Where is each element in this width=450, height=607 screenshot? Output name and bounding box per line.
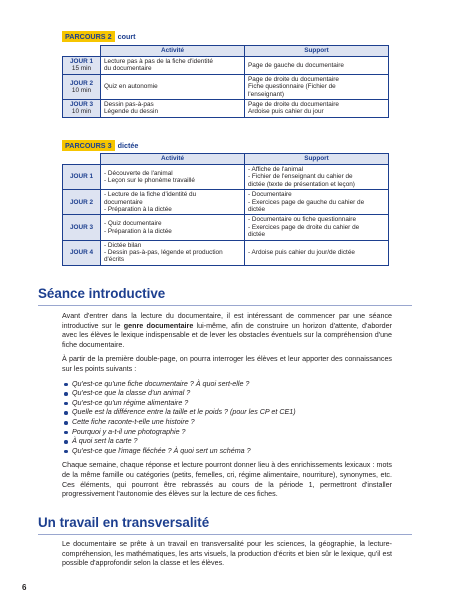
day-cell: JOUR 3 10 min xyxy=(63,100,101,118)
day-cell: JOUR 2 10 min xyxy=(63,74,101,99)
header-activite: Activité xyxy=(101,46,245,57)
table-row xyxy=(63,190,389,215)
activity-cell: Quiz en autonomie xyxy=(101,74,245,99)
support-cell: Page de gauche du documentaire xyxy=(245,57,389,75)
list-item: Qu'est-ce que la classe d'un animal ? xyxy=(62,389,392,399)
section-divider xyxy=(38,534,412,535)
table-row xyxy=(63,74,389,99)
section-title-transversalite: Un travail en transversalité xyxy=(38,515,210,530)
support-cell: - Documentaire ou fiche questionnaire - Exercices page de droite du cahier de dictée xyxy=(245,215,389,240)
day-cell: JOUR 2 xyxy=(63,190,101,215)
parcours-2-label: court xyxy=(117,32,136,41)
support-cell: Page de droite du documentaire Ardoise puis cahier du jour xyxy=(245,100,389,118)
page-number: 6 xyxy=(22,583,27,592)
parcours-2-heading xyxy=(62,31,136,42)
list-item: Qu'est-ce que l'image fléchée ? À quoi sert un schéma ? xyxy=(62,447,392,457)
activity-cell: - Lecture de la fiche d'identité du documentaire - Préparation à la dictée xyxy=(101,190,245,215)
table-row xyxy=(63,165,389,190)
table-row xyxy=(63,240,389,265)
activity-cell: - Dictée bilan - Dessin pas-à-pas, légende et production d'écrits xyxy=(101,240,245,265)
day-cell: JOUR 1 15 min xyxy=(63,57,101,75)
header-blank xyxy=(63,46,101,57)
parcours-3-badge: PARCOURS 3 xyxy=(62,140,115,151)
header-support: Support xyxy=(245,46,389,57)
header-support: Support xyxy=(245,154,389,165)
activity-cell: Dessin pas-à-pas Légende du dessin xyxy=(101,100,245,118)
table-row xyxy=(63,215,389,240)
activity-cell: Lecture pas à pas de la fiche d'identité du documentaire xyxy=(101,57,245,75)
list-item: Quelle est la différence entre la taille et le poids ? (pour les CP et CE1) xyxy=(62,408,392,418)
parcours-2-table xyxy=(62,45,389,118)
section-divider xyxy=(38,305,412,306)
parcours-3-table xyxy=(62,153,389,266)
table-row xyxy=(63,100,389,118)
list-item: Cette fiche raconte-t-elle une histoire ? xyxy=(62,418,392,428)
parcours-3-heading xyxy=(62,140,138,151)
seance-body xyxy=(62,312,392,505)
activity-cell: - Quiz documentaire - Préparation à la dictée xyxy=(101,215,245,240)
support-cell: Page de droite du documentaire Fiche questionnaire (Fichier de l'enseignant) xyxy=(245,74,389,99)
header-blank xyxy=(63,154,101,165)
header-activite: Activité xyxy=(101,154,245,165)
seance-paragraph-2: À partir de la première double-page, on pourra interroger les élèves et leur apporter des connaissances sur les points suivants : xyxy=(62,355,392,373)
support-cell: - Affiche de l'animal - Fichier de l'enseignant du cahier de dictée (texte de présentation et leçon) xyxy=(245,165,389,190)
seance-paragraph-1: Avant d'entrer dans la lecture du documentaire, il est intéressant de commencer par une séance introductive sur le genre documentaire lui-même, afin de construire un horizon d'attente, d'aborder avec les élèves le lexique indispensable et de lever les obstacles éventuels sur la compréhension d'une fiche documentaire. xyxy=(62,312,392,349)
parcours-3-label: dictée xyxy=(117,141,139,150)
day-cell: JOUR 4 xyxy=(63,240,101,265)
list-item: Qu'est-ce qu'une fiche documentaire ? À quoi sert-elle ? xyxy=(62,380,392,390)
day-cell: JOUR 1 xyxy=(63,165,101,190)
list-item: À quoi sert la carte ? xyxy=(62,437,392,447)
question-list xyxy=(62,380,392,457)
table-row xyxy=(63,57,389,75)
day-cell: JOUR 3 xyxy=(63,215,101,240)
parcours-2-badge: PARCOURS 2 xyxy=(62,31,115,42)
support-cell: - Documentaire - Exercices page de gauche du cahier de dictée xyxy=(245,190,389,215)
activity-cell: - Découverte de l'animal - Leçon sur le phonème travaillé xyxy=(101,165,245,190)
seance-paragraph-3: Chaque semaine, chaque réponse et lecture pourront donner lieu à des enrichissements lexicaux : mots de la même famille ou catégories (petits, femelles, cri, régime alimentaire, nourriture), synonymes, etc. Ces éléments, qui pourront être rebrassés au cours de la période 1, permettront d'installer progressivement l'autonomie des élèves sur la lecture de ces fiches. xyxy=(62,461,392,499)
list-item: Qu'est-ce qu'un régime alimentaire ? xyxy=(62,399,392,409)
list-item: Pourquoi y a-t-il une photographie ? xyxy=(62,428,392,438)
transversalite-paragraph: Le documentaire se prête à un travail en transversalité pour les sciences, la géographie, la lecture-compréhension, les mathématiques, les arts visuels, la production d'écrits et bien sûr le lexique, qu'il est possible d'approfondir selon la classe et les élèves. xyxy=(62,540,392,568)
transversalite-body xyxy=(62,540,392,574)
section-title-seance: Séance introductive xyxy=(38,286,166,301)
support-cell: - Ardoise puis cahier du jour/de dictée xyxy=(245,240,389,265)
